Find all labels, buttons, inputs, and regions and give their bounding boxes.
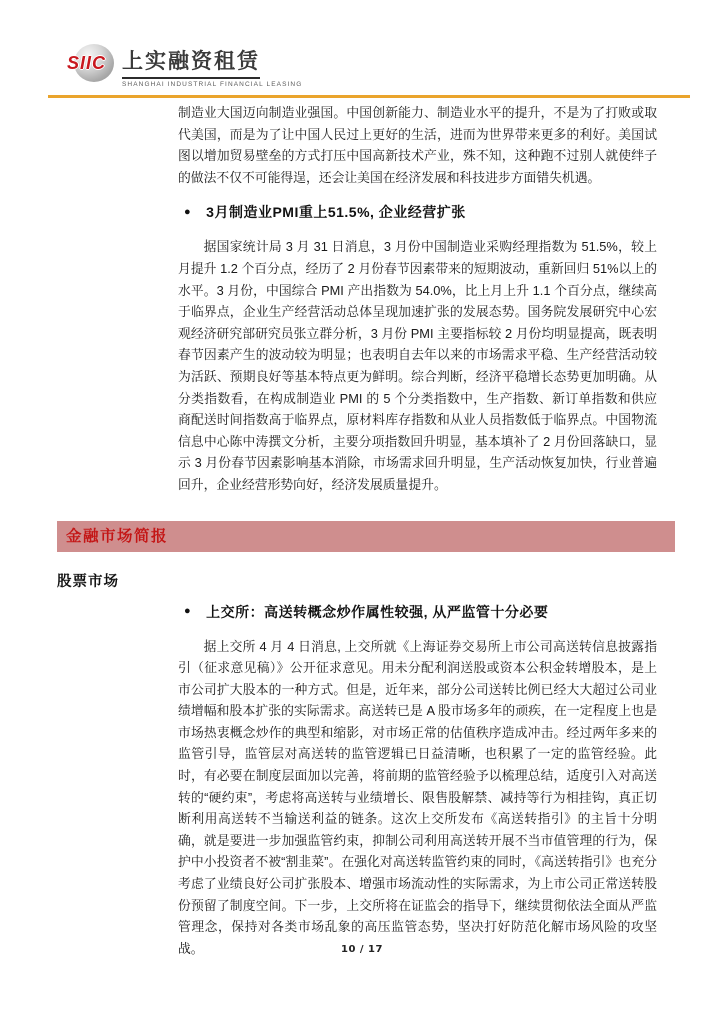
banner-title: 金融市场简报 xyxy=(66,527,169,545)
header-divider-rule xyxy=(48,95,690,98)
stock-market-content xyxy=(178,602,657,960)
section-heading-sse xyxy=(184,602,657,622)
section-heading-pmi-label: 3月制造业PMI重上51.5%, 企业经营扩张 xyxy=(206,204,466,221)
section-heading-sse-label: 上交所：高送转概念炒作属性较强, 从严监管十分必要 xyxy=(206,603,549,620)
company-name-en: SHANGHAI INDUSTRIAL FINANCIAL LEASING xyxy=(122,81,303,88)
page-header xyxy=(0,0,724,88)
company-logo xyxy=(67,44,724,88)
subsection-stock-market: 股票市场 xyxy=(57,573,119,590)
intro-paragraph: 制造业大国迈向制造业强国。中国创新能力、制造业水平的提升，不是为了打败或取代美国，而是为了让中国人民过上更好的生活，进而为世界带来更多的利好。美国试图以增加贸易壁垒的方式打压中国高新技术产业，殊不知，这种跑不过别人就使绊子的做法不仅不可能得逞，还会让美国在经济发展和科技进步方面错失机遇。 xyxy=(178,105,657,185)
main-content xyxy=(178,102,657,496)
logo-text-block xyxy=(122,45,302,88)
siic-globe-icon xyxy=(67,44,114,82)
bullet-icon: ● xyxy=(184,205,192,218)
company-name-cn: 上实融资租赁 xyxy=(122,45,260,79)
page-number-indicator: 10 / 17 xyxy=(341,944,383,955)
section-heading-pmi xyxy=(184,202,657,222)
financial-market-brief-banner xyxy=(57,521,675,552)
siic-logo-text: SIIC xyxy=(67,53,107,73)
pmi-body-paragraph: 据国家统计局 3 月 31 日消息，3 月份中国制造业采购经理指数为 51.5%，较上月提升 1.2 个百分点，经历了 2 月份春节因素带来的短期波动，重新回归 51%以上的水平。3 月份，中国综合 PMI 产出指数为 54.0%，比上月上升 1.1 个百分点，继续高于临界点，企业生产经营活动总体呈现加速扩张的发展态势。国务院发展研究中心宏观经济研究部研究员张立群分析，3 月份 PMI 主要指标较 2 月份均明显提高，既表明春节因素产生的波动较为明显；也表明自去年以来的市场需求平稳、生产经营活动较为活跃、预期良好等基本特点更为鲜明。综合判断，经济平稳增长态势更加明确。从分类指数看，在构成制造业 PMI 的 5 个分类指数中，生产指数、新订单指数和供应商配送时间指数高于临界点，原材料库存指数和从业人员指数低于临界点。中国物流信息中心陈中涛撰文分析，主要分项指数回升明显，基本填补了 2 月份回落缺口，显示 3 月份春节因素影响基本消除，市场需求回升明显，生产活动恢复加快，行业普遍回升，企业经营形势向好，经济发展质量提升。 xyxy=(178,239,657,492)
page-footer xyxy=(0,944,724,955)
bullet-icon: ● xyxy=(184,605,192,617)
sse-body-paragraph: 据上交所 4 月 4 日消息, 上交所就《上海证券交易所上市公司高送转信息披露指引（征求意见稿）》公开征求意见。用未分配利润送股或资本公积金转增股本，是上市公司扩大股本的一种方式。但是，近年来，部分公司送转比例已经大大超过公司业绩增幅和股本扩张的实际需求。高送转已是 A 股市场多年的顽疾，在一定程度上也是市场热衷概念炒作的典型和缩影，对市场正常的估值秩序造成冲击。经过两年多来的监管引导，监管层对高送转的监管逻辑已日益清晰，也积累了一定的监管经验。此时，有必要在制度层面加以完善，将前期的监管经验予以梳理总结，适度引入对高送转的“硬约束”，考虑将高送转与业绩增长、限售股解禁、减持等行为相挂钩，真正切断利用高送转不当输送利益的链条。这次上交所发布《高送转指引》的主旨十分明确，就是要进一步加强监管约束，抑制公司利用高送转开展不当市值管理的行为，保护中小投资者不被“割韭菜”。在强化对高送转监管约束的同时，《高送转指引》也充分考虑了业绩良好公司扩张股本、增强市场流动性的实际需求，为上市公司正常送转股份预留了制度空间。下一步，上交所将在证监会的指导下，继续贯彻依法全面从严监管理念，保持对各类市场乱象的高压监管态势，坚决打好防范化解市场风险的攻坚战。 xyxy=(178,638,657,956)
